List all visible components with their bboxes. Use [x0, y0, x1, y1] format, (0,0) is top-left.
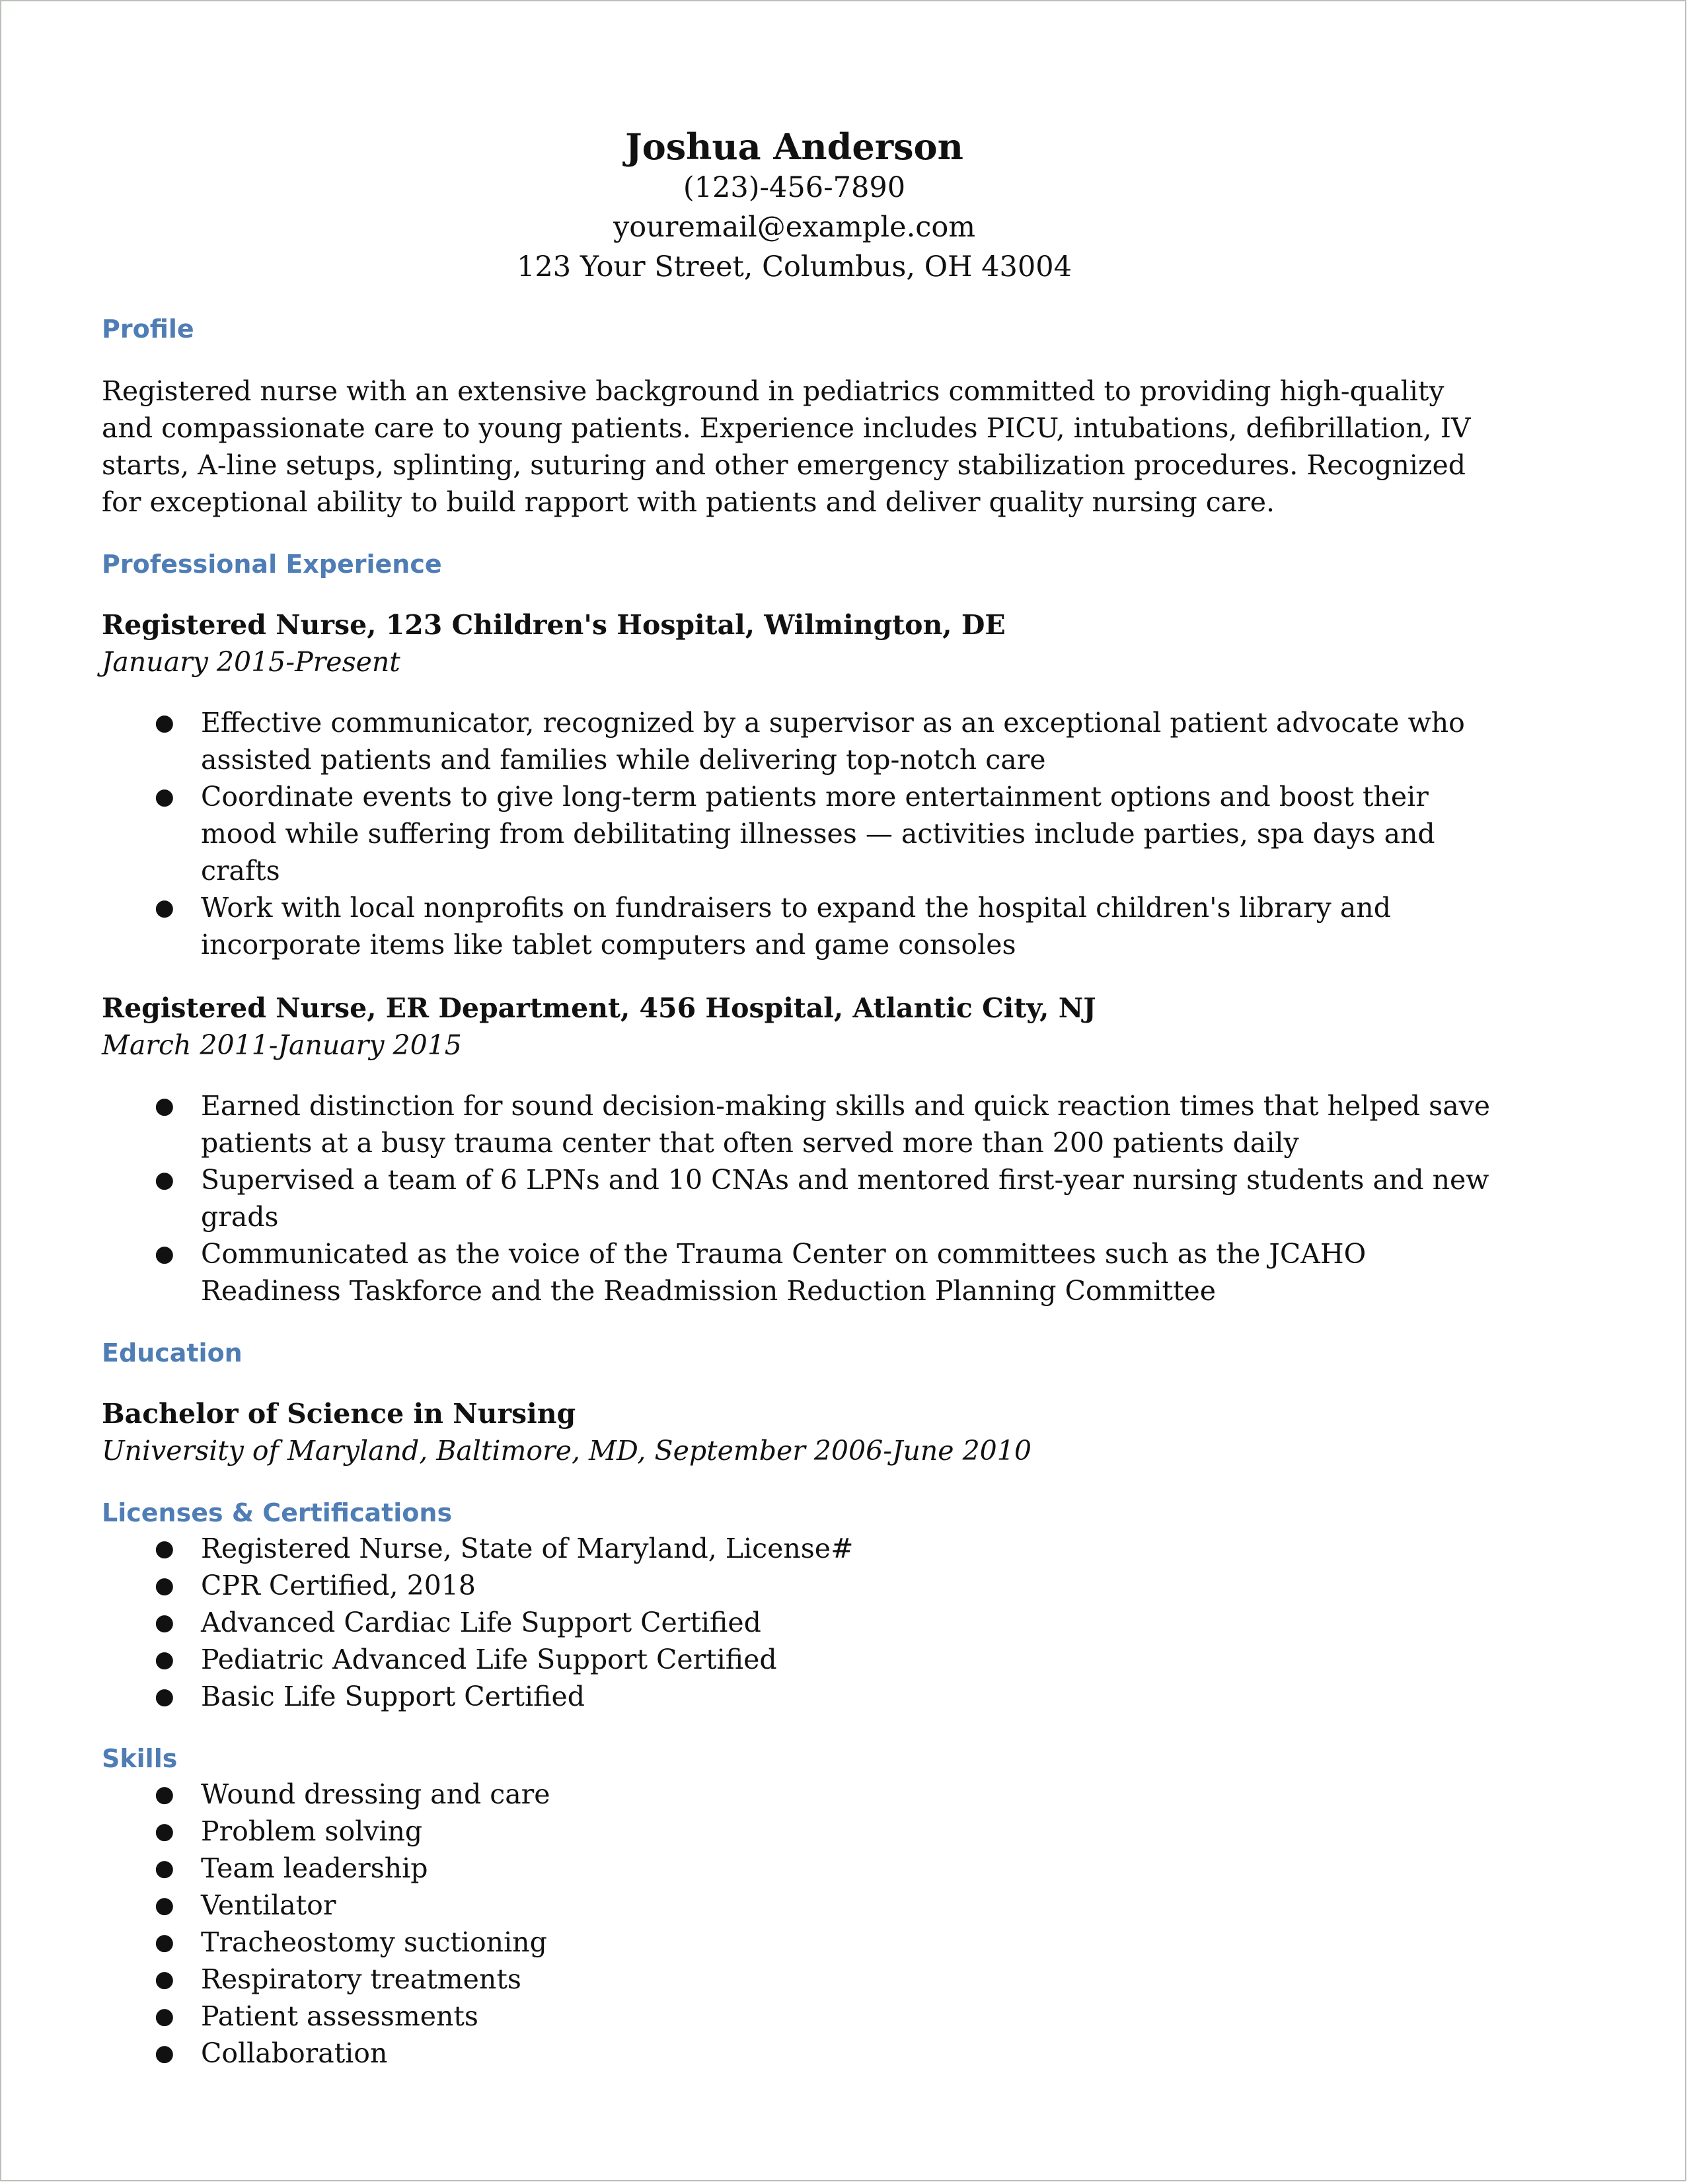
- bullet-icon: ●: [155, 2003, 174, 2029]
- list-item: [102, 1678, 1503, 1715]
- section-heading-experience: Professional Experience: [102, 550, 442, 579]
- skill-text: Respiratory treatments: [201, 1963, 521, 1995]
- list-item: [102, 1776, 1503, 1813]
- section-heading-education: Education: [102, 1338, 243, 1367]
- job-entry: [102, 606, 1503, 963]
- list-item: [102, 1530, 1503, 1567]
- bullet-icon: ●: [155, 1892, 174, 1918]
- job-dates: March 2011-January 2015: [102, 1029, 462, 1061]
- list-item: [102, 778, 1503, 889]
- license-text: Advanced Cardiac Life Support Certified: [201, 1607, 761, 1638]
- skill-text: Team leadership: [201, 1852, 428, 1884]
- list-item: [102, 1961, 1503, 1998]
- education-details: University of Maryland, Baltimore, MD, September 2006-June 2010: [102, 1435, 1032, 1467]
- list-item: [102, 1924, 1503, 1961]
- email-address: youremail@example.com: [613, 211, 976, 244]
- skill-text: Ventilator: [201, 1889, 336, 1921]
- resume-header: [102, 126, 1487, 287]
- bullet-text: Coordinate events to give long-term patients more entertainment options and boost their mood while suffering from debilitating illnesses — activities include parties, spa days and crafts: [201, 781, 1435, 887]
- section-heading-profile: Profile: [102, 314, 194, 344]
- list-item: [102, 1813, 1503, 1850]
- job-bullet-list: [102, 704, 1503, 963]
- bullet-icon: ●: [155, 2040, 174, 2066]
- candidate-name: Joshua Anderson: [625, 126, 963, 168]
- license-text: Pediatric Advanced Life Support Certified: [201, 1644, 777, 1675]
- skill-text: Wound dressing and care: [201, 1778, 550, 1810]
- job-title: Registered Nurse, ER Department, 456 Hospital, Atlantic City, NJ: [102, 992, 1096, 1024]
- list-item: [102, 704, 1503, 778]
- list-item: [102, 2035, 1503, 2072]
- section-heading-skills: Skills: [102, 1744, 178, 1773]
- list-item: [102, 1641, 1503, 1678]
- job-title: Registered Nurse, 123 Children's Hospital, Wilmington, DE: [102, 609, 1006, 641]
- list-item: [102, 1567, 1503, 1604]
- skills-list: [102, 1776, 1503, 2072]
- skill-text: Patient assessments: [201, 2000, 478, 2032]
- bullet-icon: ●: [155, 894, 174, 921]
- licenses-list: [102, 1530, 1503, 1715]
- bullet-icon: ●: [155, 1241, 174, 1267]
- bullet-icon: ●: [155, 1683, 174, 1710]
- skill-text: Problem solving: [201, 1815, 423, 1847]
- list-item: [102, 1087, 1503, 1161]
- resume-content: [102, 126, 1503, 2072]
- list-item: [102, 1850, 1503, 1887]
- job-entry: [102, 990, 1503, 1309]
- bullet-icon: ●: [155, 1572, 174, 1599]
- bullet-icon: ●: [155, 1929, 174, 1955]
- bullet-icon: ●: [155, 1781, 174, 1807]
- street-address: 123 Your Street, Columbus, OH 43004: [517, 250, 1072, 283]
- bullet-text: Communicated as the voice of the Trauma Center on committees such as the JCAHO Readiness Taskforce and the Readmission Reduction Planning Committee: [201, 1238, 1367, 1307]
- job-dates: January 2015-Present: [102, 646, 400, 678]
- bullet-icon: ●: [155, 1855, 174, 1881]
- list-item: [102, 889, 1503, 963]
- section-heading-licenses: Licenses & Certifications: [102, 1498, 453, 1527]
- bullet-icon: ●: [155, 1093, 174, 1119]
- bullet-text: Earned distinction for sound decision-making skills and quick reaction times that helped save patients at a busy trauma center that often served more than 200 patients daily: [201, 1090, 1491, 1159]
- list-item: [102, 1235, 1503, 1309]
- list-item: [102, 1161, 1503, 1235]
- bullet-text: Work with local nonprofits on fundraisers to expand the hospital children's library and incorporate items like tablet computers and game consoles: [201, 892, 1391, 961]
- license-text: Registered Nurse, State of Maryland, License#: [201, 1533, 854, 1564]
- license-text: CPR Certified, 2018: [201, 1570, 476, 1601]
- bullet-icon: ●: [155, 1646, 174, 1673]
- skill-text: Tracheostomy suctioning: [201, 1926, 547, 1958]
- list-item: [102, 1604, 1503, 1641]
- degree-name: Bachelor of Science in Nursing: [102, 1398, 576, 1430]
- bullet-text: Supervised a team of 6 LPNs and 10 CNAs and mentored first-year nursing students and new grads: [201, 1164, 1489, 1233]
- skill-text: Collaboration: [201, 2037, 388, 2069]
- bullet-icon: ●: [155, 1167, 174, 1193]
- bullet-text: Effective communicator, recognized by a supervisor as an exceptional patient advocate who assisted patients and families while delivering top-notch care: [201, 707, 1465, 776]
- bullet-icon: ●: [155, 783, 174, 810]
- profile-summary: Registered nurse with an extensive background in pediatrics committed to providing high-quality and compassionate care to young patients. Experience includes PICU, intubations, defibrillation, IV starts, A-line setups, splinting, suturing and other emergency stabilization procedures. Recognized for exceptional ability to build rapport with patients and deliver quality nursing care.: [102, 375, 1471, 518]
- bullet-icon: ●: [155, 1818, 174, 1844]
- job-bullet-list: [102, 1087, 1503, 1309]
- list-item: [102, 1887, 1503, 1924]
- license-text: Basic Life Support Certified: [201, 1681, 585, 1712]
- bullet-icon: ●: [155, 710, 174, 736]
- bullet-icon: ●: [155, 1966, 174, 1992]
- phone-number: (123)-456-7890: [683, 171, 906, 204]
- bullet-icon: ●: [155, 1609, 174, 1636]
- list-item: [102, 1998, 1503, 2035]
- bullet-icon: ●: [155, 1535, 174, 1562]
